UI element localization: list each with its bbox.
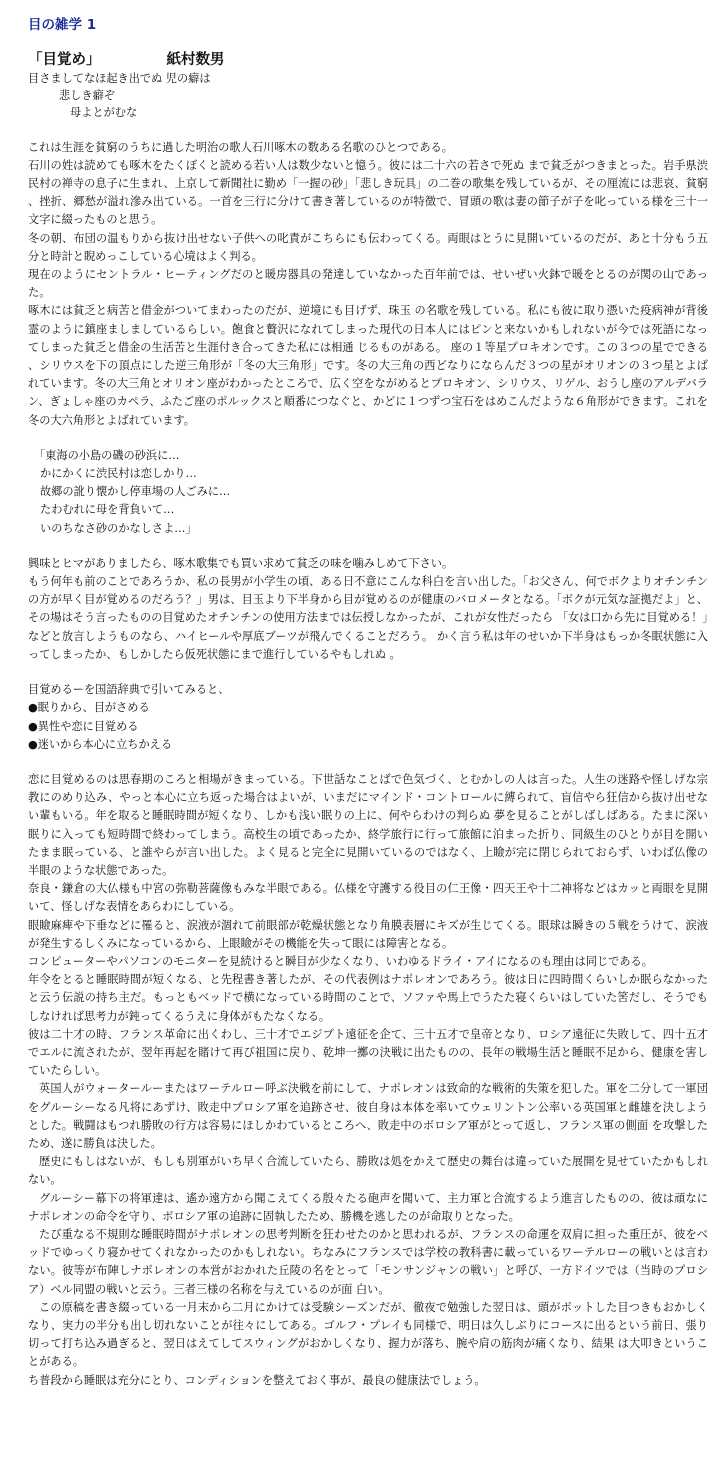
essay-author: 紙村数男 [166,52,225,68]
paragraph: 現在のようにセントラル・ヒーティングだのと暖房器具の発達していなかった百年前では、せいぜい火鉢で暖をとるのが関の山であった。 [28,268,708,300]
paragraph: 奈良・鎌倉の大仏様も中宮の弥勒菩薩像もみな半眼である。仏様を守護する役目の仁王像・四天王や十二神将などはカッと両眼を見開いて、怪しげな表情をあらわにしている。 [28,882,708,914]
essay-title: 「目覚め」 [28,52,101,68]
section-napoleon [28,771,708,1390]
song-quote [28,447,708,538]
poem-line: 悲しき癖ぞ [59,89,115,103]
paragraph: グルーシー幕下の将軍達は、遙か遠方から聞こえてくる殷々たる砲声を聞いて、主力軍と合流するよう進言したものの、彼は頑なにナポレオンの命令を守り、ボロシア軍の追跡に固執したため、勝機を逃したのが命取りとなった。 [28,1191,708,1223]
definition-item: ●迷いから本心に立ちかえる [28,737,173,751]
paragraph: 歴史にもしはないが、もしも別軍がいち早く合流していたら、勝敗は処をかえて歴史の舞台は違っていた展開を見せていたかもしれない。 [28,1155,708,1187]
section-takuboku [28,139,708,430]
paragraph: 冬の朝、布団の温もりから抜け出せない子供への叱責がこちらにも伝わってくる。両眼はとうに見開いているのだが、あと十分もう五分と時計と睨めっこしている心境はよく判る。 [28,231,708,263]
paragraph: 恋に目覚めるのは思春期のころと相場がきまっている。下世話なことばで色気づく、とむかしの人は言った。人生の迷路や怪しげな宗教にのめり込み、やっと本心に立ち返った場合はよいが、いまだにマインド・コントロールに縛られて、盲信やら狂信から抜け出せない輩もいる。年を取ると睡眠時間が短くなり、しかも浅い眠りの上に、何やらわけの判らぬ 夢を見ることがしばしばある。たまに深い眠りに入っても短時間で終わってしまう。高校生の頃であったか、終学旅行に行って旅館に泊まった折り、同級生のひとりが目を開いたまま眠っている、と誰やらが言い出した。よく見ると完全に見開いているのではなく、上瞼が完に閉じられておらず、いわば仏像の半眼のような状態であった。 [28,772,708,877]
song-line: 故郷の訛り懐かし停車場の人ごみに… [40,485,231,499]
dictionary-intro: 目覚めるーを国語辞典で引いてみると、 [28,683,230,697]
definition-item: ●異性や恋に目覚める [28,719,139,733]
paragraph: 英国人がウォータールーまたはワーテルロー呼ぶ決戦を前にして、ナポレオンは致命的な戦術的失策を犯した。軍を二分して一軍団をグルーシーなる凡将にあずけ、敗走中プロシア軍を追跡させ、彼自身は本体を率いてウェリントン公率いる英国軍と雌雄を決しようとした。戦闘はもつれ勝敗の行方は容易にほしかわているところへ、敗走中のボロシア軍がとって返し、フランス軍の側面 を攻撃したため、遂に勝負は決した。 [28,1082,708,1150]
paragraph: もう何年も前のことであろうか、私の長男が小学生の頃、ある日不意にこんな科白を言い出した。「お父さん、何でボクよりオチンチンの方が早く目が覚めるのだろう？」男は、目玉より下半身から目が覚めるのが健康のバロメータとなる。「ボクが元気な証拠だよ」と、その場はそう言ったものの目覚めたオチンチンの使用方法までは伝授しなかったが、これが女性だったら 「女は口から先に目覚める！」 などと放言しようものなら、ハイヒールや厚底ブーツが飛んでくることだろう。 かく言う私は年のせいか下半身はもっか冬眠状態に入ってしまったか、もしかしたら仮死状態にまで進行しているやもしれぬ 。 [28,575,708,661]
essay-title-row [28,50,708,70]
paragraph: この原稿を書き綴っている一月末から二月にかけては受験シーズンだが、徹夜で勉強した翌日は、頭がボットした目つきもおかしくなり、実力の半分も出し切れないことが往々にしてある。ゴルフ・プレイも同様で、明日は久しぶりにコースに出るという前日、張り切って打ち込み過ぎると、翌日はえてしてスウィングがおかしくなり、握力が落ち、腕や肩の筋肉が痛くなり、結果 は大叩きということがある。 [28,1300,708,1369]
song-line: 「東海の小島の磯の砂浜に… [34,448,180,462]
poem-line: 母よとがむな [70,106,138,120]
paragraph: たび重なる不規則な睡眠時間がナポレオンの思考判断を狂わせたのかと思われるが、フランスの命運を双肩に担った重圧が、彼をベッドでゆっくり寝かせてくれなかったのかもしれない。ちなみにフランスでは学校の教科書に載っているワーテルローの戦いとは言わない。彼等が布陣しナポレオンの本営がおかれた丘陵の名をとって「モンサンジャンの戦い」と呼び、一方ドイツでは（当時のプロシア）ベル同盟の戦いと云う。三者三様の名称を与えているのが面 白い。 [28,1227,708,1296]
page-heading: 目の雑学 1 [28,17,97,33]
song-line: かにかくに渋民村は恋しかり… [40,467,197,481]
paragraph: 彼は二十才の時、フランス革命に出くわし、三十才でエジプト遠征を企て、三十五才で皇帝となり、ロシア遠征に失敗して、四十五才でエルに流されたが、翌年再起を賭けて再び祖国に戻り、乾坤一擲の決戦に出たものの、長年の戦場生活と睡眠不足から、健康を害していたらしい。 [28,1027,708,1078]
paragraph: 年令をとると睡眠時間が短くなる、と先程書き著したが、その代表例はナポレオンであろう。彼は日に四時間くらいしか眠らなかったと云う伝説の持ち主だ。もっともベッドで横になっている時間のことで、ソファや馬上でうたた寝くらいはしていた筈だし、そうでもしなければ思考力が鈍ってくるうえに身体がもたなくなる。 [28,973,708,1023]
paragraph: コンピューターやパソコンのモニターを見続けると瞬目が少なくなり、いわゆるドライ・アイになるのも理由は同じである。 [28,954,653,968]
paragraph: 石川の姓は読めても啄木をたくぼくと読める若い人は数少ないと憶う。彼には二十六の若さで死ぬ まで貧乏がつきまとった。岩手県渋民村の禅寺の息子に生まれ、上京して新聞社に勤め「一握の砂」「悲しき玩具」の二巻の歌集を残しているが、その厘流には悲哀、貧窮、挫折、郷愁が溢れ滲み出ている。一首を三行に分けて書き著しているのが特徴で、冒頭の歌は妻の節子が子を叱っている様を三十一文字に綴ったものと思う。 [28,158,708,227]
paragraph: 興味とヒマがありましたら、啄木歌集でも買い求めて貧乏の味を噛みしめて下さい。 [28,556,454,570]
tanka-poem [28,70,708,122]
definition-item: ●眠りから、目がさめる [28,701,150,715]
paragraph: 啄木には貧乏と病苦と借金がついてまわったのだが、逆境にも目げず、珠玉 の名歌を残している。私にも彼に取り憑いた疫病神が背後霊のように鎮座ましましているらしい。飽食と贅沢になれてしまった現代の日本人にはピンと来ないかもしれないが今では死語になってしまった貧乏と借金の生活苦と生涯付き合ってきた私には相通 じるものがある。 座の１等星プロキオンです。この３つの星でできる、シリウスを下の頂点にした逆三角形が「冬の大三角形」です。冬の大三角の西どなりにならんだ３つの星がオリオンの３つ星とよばれています。冬の大三角とオリオン座がわかったところで、広く空をながめるとプロキオン、シリウス、リゲル、おうし座のアルデバラン、ぎょしゃ座のカペラ、ふたご座のポルックスと順番につなぐと、かどに１つずつ宝石をはめこんだような６角形ができます。これを冬の大六角形とよばれています。 [28,304,708,427]
song-line: たわむれに母を背負いて… [40,503,175,517]
song-line: いのちなさ砂のかなしさよ…」 [40,521,197,535]
paragraph: これは生涯を貧窮のうちに過した明治の歌人石川啄木の数ある名歌のひとつである。 [28,140,453,154]
section-son [28,555,708,664]
poem-line: 目さましてなほ起き出でぬ 児の癖は [28,72,211,85]
dictionary-section [28,681,708,754]
paragraph: ち普段から睡眠は充分にとり、コンディションを整えておく事が、最良の健康法でしょう。 [28,1373,486,1387]
paragraph: 眼瞼麻痺や下垂などに罹ると、涙液が涸れて前眼部が乾燥状態となり角膜表層にキズが生じてくる。眼球は瞬きの５戦をうけて、涙液が発生するしくみになっているから、上眼瞼がその機能を失って眼には障害となる。 [28,918,708,950]
